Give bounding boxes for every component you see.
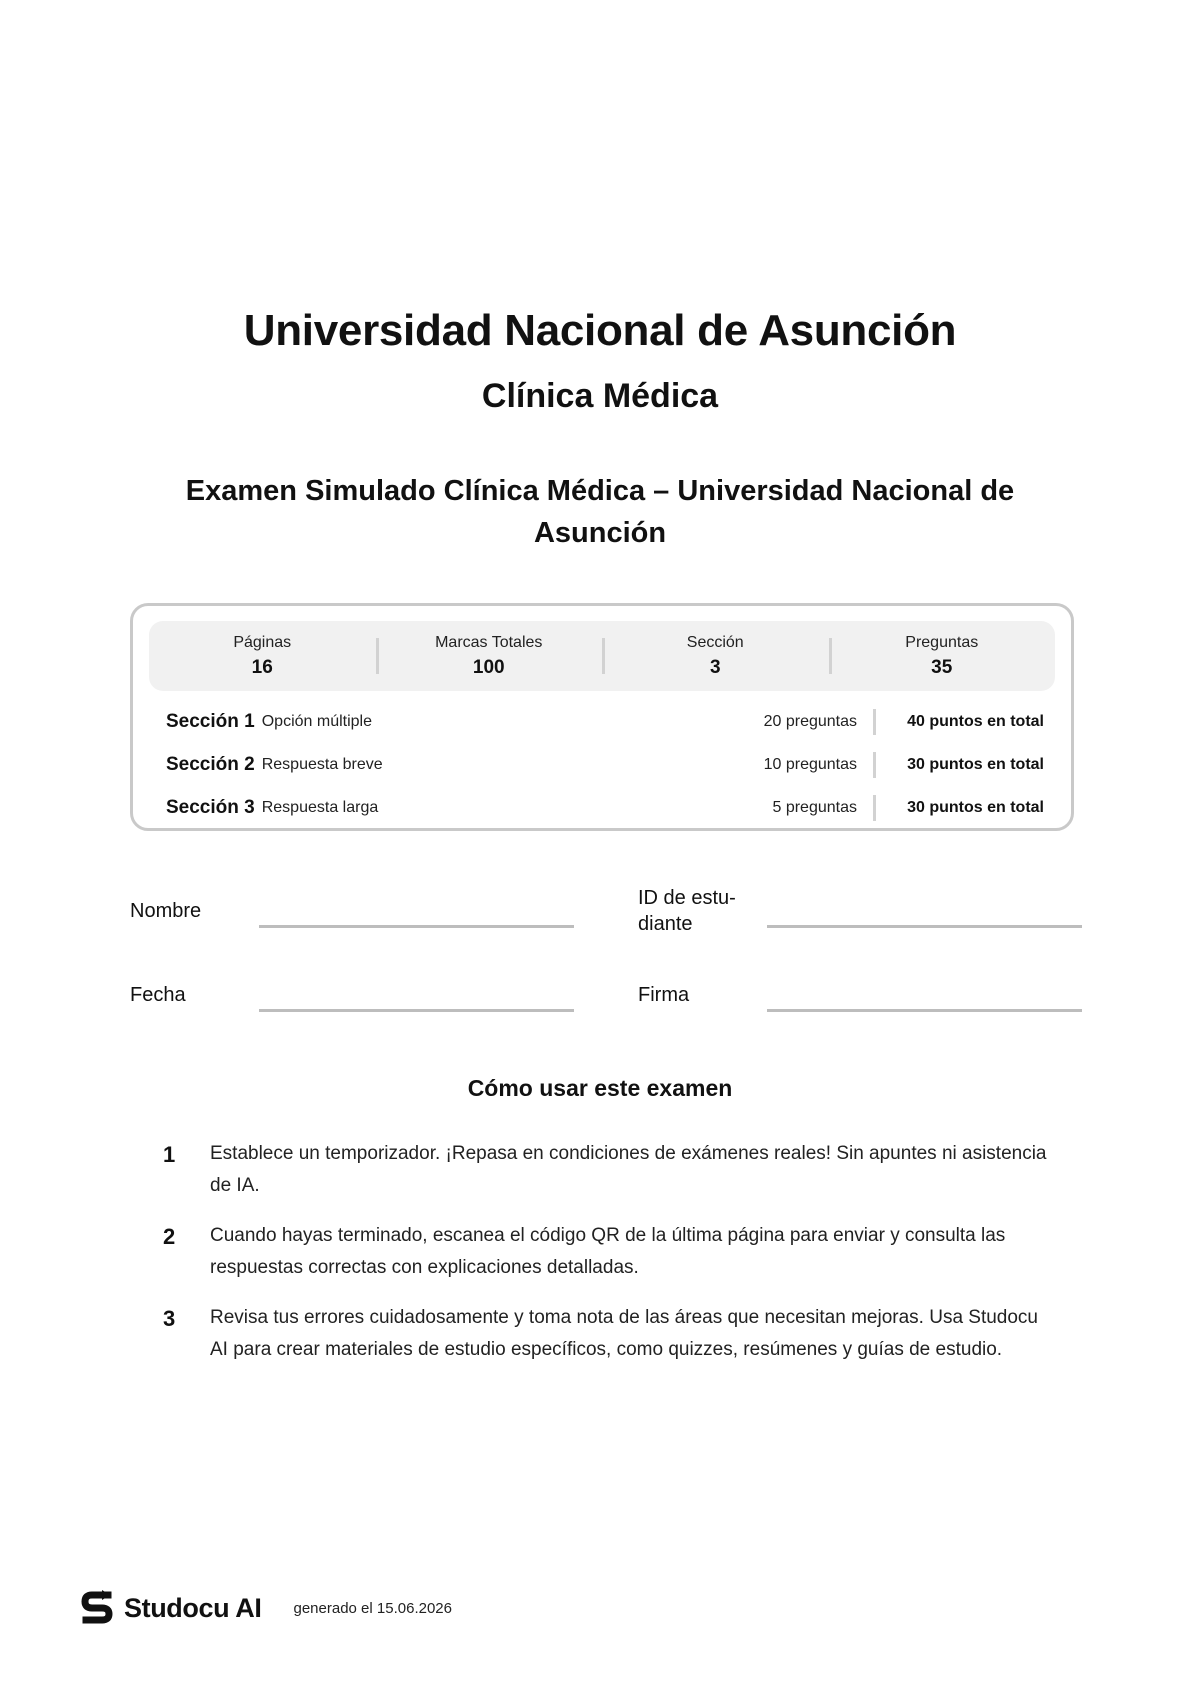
signature-field-line[interactable] <box>767 1009 1082 1012</box>
section-points: 40 puntos en total <box>907 713 1044 730</box>
section-question-count: 20 preguntas <box>763 713 857 730</box>
stat-value: 100 <box>472 656 505 678</box>
section-type: Respuesta larga <box>261 799 379 816</box>
section-points: 30 puntos en total <box>907 756 1044 773</box>
stat-label: Preguntas <box>905 633 979 651</box>
footer <box>80 1588 452 1628</box>
student-id-label <box>638 885 736 937</box>
step-number: 3 <box>163 1306 176 1331</box>
date-field-line[interactable] <box>259 1009 574 1012</box>
section-question-count: 10 preguntas <box>763 756 857 773</box>
signature-label: Firma <box>638 984 690 1006</box>
name-label: Nombre <box>130 900 202 922</box>
stats-bar <box>149 621 1055 691</box>
step-text: Revisa tus errores cuidadosamente y toma nota de las áreas que necesitan mejoras. Usa Studocu AI para crear materiales de estudio específicos, como quizzes, resúmenes y guías de estudio. <box>210 1307 1039 1360</box>
section-points: 30 puntos en total <box>907 799 1044 816</box>
section-type: Opción múltiple <box>261 713 372 730</box>
stat-value: 16 <box>251 656 273 678</box>
stat-pages <box>149 621 376 691</box>
step-text: Establece un temporizador. ¡Repasa en condiciones de exámenes reales! Sin apuntes ni asistencia de IA. <box>210 1143 1047 1196</box>
step-number: 2 <box>163 1224 176 1249</box>
step-text: Cuando hayas terminado, escanea el código QR de la última página para enviar y consulta las respuestas correctas con explicaciones detalladas. <box>210 1225 1006 1278</box>
student-id-field-line[interactable] <box>767 925 1082 928</box>
section-type: Respuesta breve <box>261 756 383 773</box>
subject-title: Clínica Médica <box>481 377 719 415</box>
studocu-logo-icon <box>80 1588 114 1629</box>
generated-date: generado el 15.06.2026 <box>293 1599 452 1617</box>
section-row-1 <box>166 708 1044 736</box>
student-id-label-line1: ID de estu- <box>638 887 736 909</box>
section-name: Sección 3 <box>166 797 255 818</box>
date-label: Fecha <box>130 984 186 1006</box>
exam-title: Examen Simulado Clínica Médica – Universidad Nacional de Asunción <box>185 475 1015 549</box>
name-field-line[interactable] <box>259 925 574 928</box>
section-question-count: 5 preguntas <box>772 799 857 816</box>
section-name: Sección 1 <box>166 711 255 732</box>
brand-name: Studocu AI <box>124 1592 262 1623</box>
student-id-label-line2: diante <box>638 913 693 935</box>
stat-label: Páginas <box>233 633 292 651</box>
stat-value: 3 <box>709 656 721 678</box>
instructions-heading: Cómo usar este examen <box>467 1075 733 1101</box>
step-number: 1 <box>163 1142 176 1167</box>
stat-total-marks <box>376 621 603 691</box>
stat-sections <box>602 621 829 691</box>
section-name: Sección 2 <box>166 754 255 775</box>
stat-label: Marcas Totales <box>435 633 543 651</box>
stat-questions <box>829 621 1056 691</box>
stat-value: 35 <box>931 656 953 678</box>
section-row-2 <box>166 751 1044 779</box>
exam-summary-box <box>130 603 1074 831</box>
section-row-3 <box>166 794 1044 822</box>
university-title: Universidad Nacional de Asunción <box>243 306 957 355</box>
stat-label: Sección <box>686 633 744 651</box>
